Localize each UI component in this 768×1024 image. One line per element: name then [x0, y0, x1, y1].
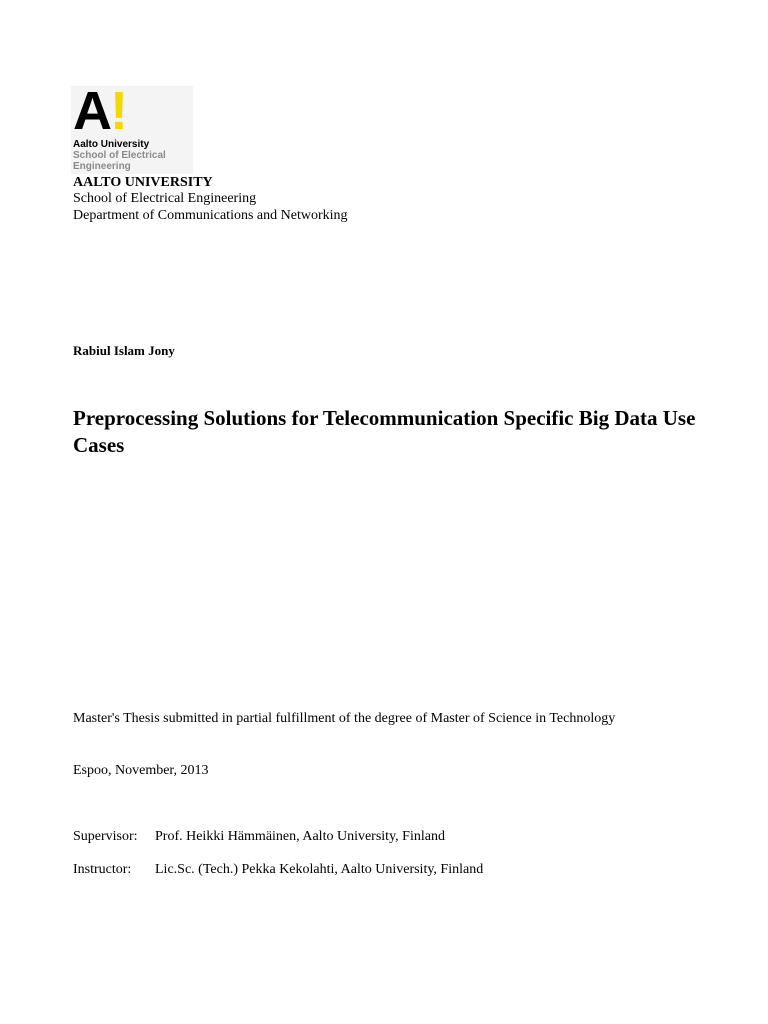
logo-text-engineering: Engineering [73, 161, 131, 172]
instructor-label: Instructor: [73, 862, 132, 877]
supervisor-label: Supervisor: [73, 829, 138, 844]
department-name: Department of Communications and Networking [73, 208, 348, 223]
thesis-title: Preprocessing Solutions for Telecommunication Specific Big Data Use Cases [73, 406, 696, 457]
degree-statement: Master's Thesis submitted in partial fulfillment of the degree of Master of Science in Technology [73, 711, 616, 726]
aalto-logo [71, 81, 193, 174]
school-name: School of Electrical Engineering [73, 191, 257, 206]
university-name: AALTO UNIVERSITY [73, 175, 213, 190]
instructor-row [73, 861, 483, 878]
place-and-date: Espoo, November, 2013 [73, 763, 209, 778]
supervisor-value: Prof. Heikki Hämmäinen, Aalto University, Finland [155, 829, 445, 844]
supervisor-row [73, 828, 445, 845]
instructor-value: Lic.Sc. (Tech.) Pekka Kekolahti, Aalto University, Finland [155, 862, 484, 877]
logo-text-school: School of Electrical [73, 150, 166, 161]
logo-text-university: Aalto University [73, 139, 150, 150]
author-name: Rabiul Islam Jony [73, 343, 175, 358]
logo-mark: A! [73, 81, 126, 141]
